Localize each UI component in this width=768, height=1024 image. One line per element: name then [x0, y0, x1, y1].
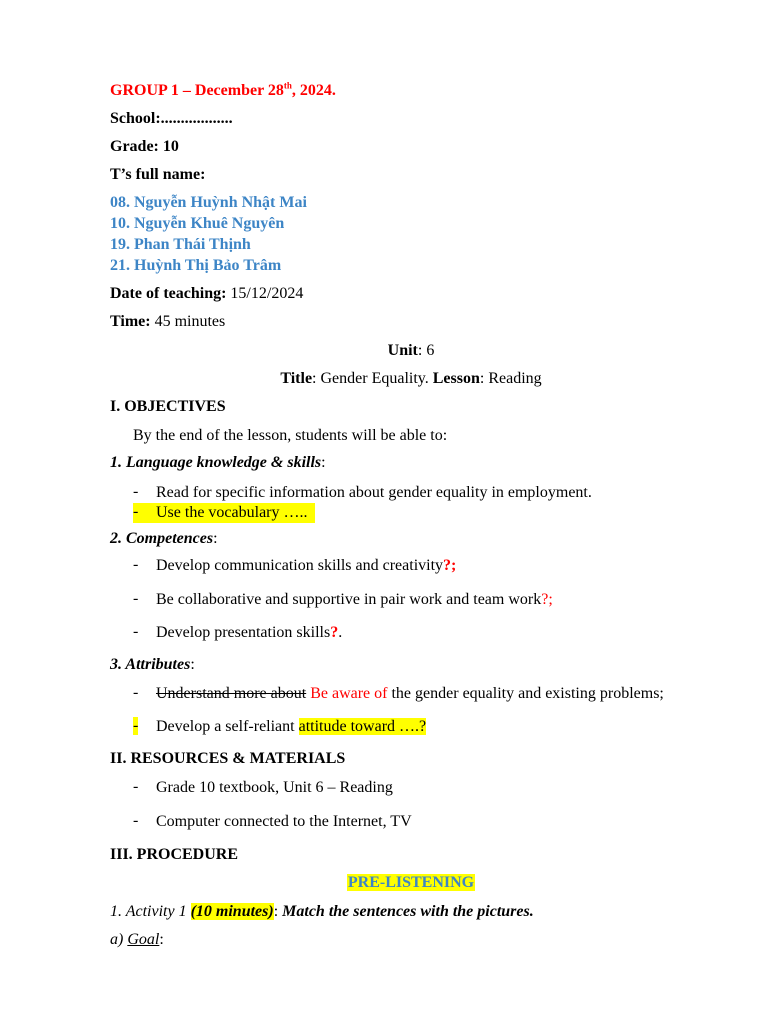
lesson-value: : Reading: [479, 370, 542, 387]
inserted-text: Be aware of: [306, 685, 388, 702]
date-ordinal-suffix: th: [283, 80, 292, 91]
grade-line: Grade: 10: [110, 138, 179, 155]
bullet-dash: -: [133, 590, 139, 607]
competence-item: [156, 556, 456, 576]
activity-time: (10 minutes): [190, 903, 274, 920]
title-value: : Gender Equality.: [312, 370, 433, 387]
unit-label: Unit: [387, 342, 418, 359]
resource-item: Grade 10 textbook, Unit 6 – Reading: [156, 779, 393, 796]
language-skills-title: 1. Language knowledge & skills: [110, 454, 322, 471]
competence-text: Be collaborative and supportive in pair work and team work: [156, 591, 542, 608]
objective-item: Use the vocabulary …..: [156, 504, 308, 521]
language-skills-colon: :: [321, 454, 326, 471]
competences-heading: [110, 529, 218, 549]
objective-item: Read for specific information about gender equality in employment.: [156, 484, 592, 501]
activity-description: Match the sentences with the pictures.: [282, 903, 534, 920]
competence-text: Develop presentation skills: [156, 624, 331, 641]
attribute-item: [156, 684, 664, 704]
procedure-heading: III. PROCEDURE: [110, 846, 239, 863]
date-label: Date of teaching:: [110, 285, 227, 302]
activity-heading: [110, 902, 534, 922]
bullet-dash: -: [133, 623, 139, 640]
teacher-name: 10. Nguyễn Khuê Nguyên: [110, 215, 285, 232]
competence-tail: .: [338, 624, 343, 641]
attribute-text: the gender equality and existing problems;: [387, 685, 664, 702]
language-skills-heading: [110, 453, 326, 473]
attributes-title: 3. Attributes: [110, 656, 191, 673]
goal-prefix: a): [110, 931, 128, 948]
bullet-dash: -: [133, 483, 139, 500]
unit-value: : 6: [417, 342, 435, 359]
date-of-teaching: [110, 284, 303, 304]
activity-prefix: 1. Activity 1: [110, 903, 191, 920]
time-value: 45 minutes: [150, 313, 226, 330]
group-date-suffix: , 2024.: [291, 82, 336, 99]
comment-mark: ?;: [541, 591, 553, 608]
stage-heading-line: [0, 873, 768, 893]
teacher-name: 19. Phan Thái Thịnh: [110, 236, 251, 253]
stage-heading: PRE-LISTENING: [347, 874, 475, 891]
comment-mark: ?: [330, 624, 339, 641]
school-line: School:..................: [110, 110, 233, 127]
goal-colon: :: [159, 931, 164, 948]
activity-colon: :: [273, 903, 283, 920]
objectives-heading: I. OBJECTIVES: [110, 398, 226, 415]
objectives-intro: By the end of the lesson, students will be able to:: [133, 427, 448, 444]
competences-colon: :: [213, 530, 218, 547]
comment-mark: ?;: [443, 557, 457, 574]
date-value: 15/12/2024: [226, 285, 304, 302]
goal-line: [110, 930, 164, 950]
group-date-prefix: GROUP 1 – December 28: [110, 82, 284, 99]
attributes-colon: :: [190, 656, 195, 673]
resource-item: Computer connected to the Internet, TV: [156, 813, 412, 830]
group-date-line: [110, 81, 336, 101]
unit-line: [0, 341, 768, 361]
title-label: Title: [280, 370, 313, 387]
goal-label: Goal: [127, 931, 160, 948]
attributes-heading: [110, 655, 195, 675]
resources-heading: II. RESOURCES & MATERIALS: [110, 750, 346, 767]
bullet-dash: -: [133, 503, 139, 520]
teacher-name-label: T’s full name:: [110, 166, 206, 183]
competence-item: [156, 623, 342, 643]
competence-text: Develop communication skills and creativity: [156, 557, 444, 574]
title-line: [0, 369, 768, 389]
time-label: Time:: [110, 313, 151, 330]
bullet-dash: -: [133, 717, 139, 734]
bullet-dash: -: [133, 778, 139, 795]
bullet-dash: -: [133, 556, 139, 573]
bullet-dash: -: [133, 812, 139, 829]
competence-item: [156, 590, 553, 610]
attribute-item: [156, 717, 426, 737]
bullet-dash: -: [133, 684, 139, 701]
highlighted-text: attitude toward ….?: [298, 718, 427, 735]
teacher-name: 21. Huỳnh Thị Bảo Trâm: [110, 257, 282, 274]
competences-title: 2. Competences: [110, 530, 214, 547]
teacher-name: 08. Nguyễn Huỳnh Nhật Mai: [110, 194, 307, 211]
attribute-text: Develop a self-reliant: [156, 718, 299, 735]
lesson-label: Lesson: [432, 370, 480, 387]
struck-text: Understand more about: [156, 685, 307, 702]
time-line: [110, 312, 225, 332]
